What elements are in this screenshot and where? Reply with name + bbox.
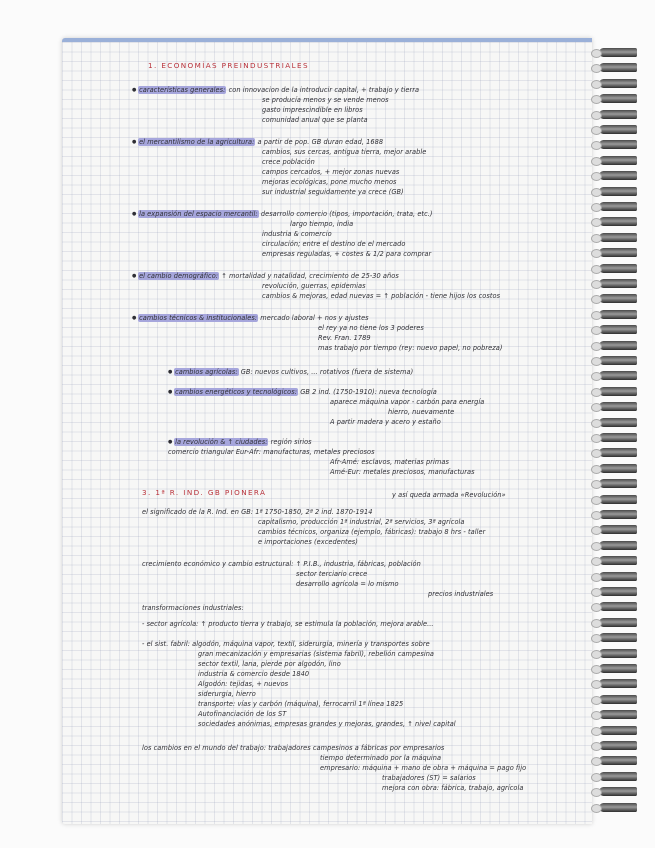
note-text: GB 2 ind. (1750-1910): nueva tecnología (300, 388, 437, 396)
note-text: el significado de la R. Ind. en GB: 1ª 1750-1850, 2ª 2 ind. 1870-1914 (142, 508, 373, 516)
note-line (262, 292, 500, 300)
note-line (258, 538, 358, 546)
spiral-ring (599, 756, 637, 765)
note-line (142, 508, 372, 516)
spiral-ring (599, 110, 637, 119)
spiral-ring (599, 279, 637, 288)
note-line (168, 388, 437, 396)
note-text: empresario: máquina + mano de obra + máquina = pago fijo (320, 764, 527, 772)
spiral-ring (599, 695, 637, 704)
highlighted-heading: el cambio demográfico: (139, 272, 219, 280)
note-line (320, 764, 526, 772)
section-heading: 3. 1ª R. IND. GB PIONERA (142, 488, 267, 497)
spiral-ring (599, 125, 637, 134)
note-text: Algodón: tejidas, + nuevos (198, 680, 289, 688)
note-text: comunidad anual que se planta (262, 116, 368, 124)
note-text: sur industrial seguidamente ya crece (GB) (262, 188, 404, 196)
note-text: gasto imprescindible en libros (262, 106, 363, 114)
note-text: gran mecanización y empresarias (sistema fabril), rebelión campesina (198, 650, 435, 658)
highlighted-heading: la revolución & ↑ ciudades: (175, 438, 268, 446)
spiral-ring (599, 587, 637, 596)
note-line (168, 438, 312, 446)
spiral-ring (599, 710, 637, 719)
spiral-ring (599, 63, 637, 72)
note-text: precios industriales (428, 590, 494, 598)
note-line (168, 448, 375, 456)
note-text: ↑ mortalidad y natalidad, crecimiento de 25-30 años (221, 272, 399, 280)
note-text: industria & comercio (262, 230, 332, 238)
note-line (142, 620, 434, 628)
spiral-ring (599, 464, 637, 473)
note-text: se producía menos y se vende menos (262, 96, 389, 104)
note-line (330, 398, 484, 406)
note-line (262, 240, 405, 248)
note-text: cambios, sus cercas, antigua tierra, mejor arable (262, 148, 427, 156)
note-text: transformaciones industriales: (142, 604, 244, 612)
note-line (428, 590, 493, 598)
note-text: a partir de pop. GB duran edad, 1688 (257, 138, 384, 146)
note-line (262, 148, 426, 156)
note-line (132, 314, 369, 322)
spiral-ring (599, 418, 637, 427)
note-text: cambios & mejoras, edad nuevas = ↑ población - tiene hijos los costos (262, 292, 501, 300)
spiral-ring (599, 264, 637, 273)
spiral-ring (599, 772, 637, 781)
spiral-ring (599, 479, 637, 488)
spiral-ring (599, 741, 637, 750)
spiral-ring (599, 510, 637, 519)
note-line (382, 784, 523, 792)
note-text: desarrollo comercio (tipos, importación, trata, etc.) (260, 210, 433, 218)
note-line (198, 650, 434, 658)
note-line (198, 700, 403, 708)
spiral-ring (599, 618, 637, 627)
spiral-ring (599, 649, 637, 658)
spiral-ring (599, 341, 637, 350)
note-line (258, 518, 465, 526)
note-line (198, 660, 341, 668)
note-line (198, 720, 456, 728)
note-text: - sector agrícola: ↑ producto tierra y trabajo, se estimula la población, mejora arable... (142, 620, 434, 628)
spiral-ring (599, 433, 637, 442)
note-text: e importaciones (excedentes) (258, 538, 358, 546)
spiral-ring (599, 495, 637, 504)
note-line (296, 570, 367, 578)
note-text: transporte: vías y carbón (máquina), ferrocarril 1ª línea 1825 (198, 700, 404, 708)
spiral-ring (599, 664, 637, 673)
spiral-ring (599, 310, 637, 319)
note-line (318, 324, 424, 332)
spiral-ring (599, 325, 637, 334)
note-text: tiempo determinado por la máquina (320, 754, 442, 762)
spiral-ring (599, 541, 637, 550)
spiral-ring (599, 202, 637, 211)
spiral-ring (599, 356, 637, 365)
note-line (262, 282, 366, 290)
note-text: industria & comercio desde 1840 (198, 670, 310, 678)
spiral-ring (599, 79, 637, 88)
spiral-ring (599, 294, 637, 303)
note-text: capitalismo, producción 1ª industrial, 2ª servicios, 3ª agrícola (258, 518, 465, 526)
note-line (262, 158, 315, 166)
spiral-ring (599, 248, 637, 257)
note-line (262, 106, 363, 114)
note-line (132, 210, 433, 218)
note-text: los cambios en el mundo del trabajo: trabajadores campesinos a fábricas por empresarios (142, 744, 445, 752)
note-text: crece población (262, 158, 315, 166)
note-line (330, 458, 449, 466)
note-text: cambios técnicos, organiza (ejemplo, fábricas): trabajo 8 hrs - taller (258, 528, 486, 536)
note-line (142, 604, 244, 612)
note-text: Afr-Amé: esclavos, materias primas (330, 458, 449, 466)
note-line (320, 754, 441, 762)
highlighted-heading: características generales: (139, 86, 226, 94)
spiral-ring (599, 803, 637, 812)
spiral-ring (599, 140, 637, 149)
note-line (198, 690, 256, 698)
note-line (296, 580, 399, 588)
note-line (318, 344, 502, 352)
note-text: - el sist. fabril: algodón, máquina vapor, textil, siderurgia, minería y transportes sobre (142, 640, 430, 648)
spiral-ring (599, 572, 637, 581)
note-text: siderurgia, hierro (198, 690, 256, 698)
note-text: Amé-Eur: metales preciosos, manufacturas (330, 468, 475, 476)
spiral-ring (599, 525, 637, 534)
note-text: mejora con obra: fábrica, trabajo, agrícola (382, 784, 524, 792)
note-text: largo tiempo, india (290, 220, 354, 228)
spiral-ring (599, 387, 637, 396)
note-text: región sirios (270, 438, 312, 446)
note-text: GB: nuevos cultivos, ... rotativos (fuera de sistema) (240, 368, 414, 376)
highlighted-heading: cambios técnicos & institucionales: (139, 314, 258, 322)
note-text: sector textil, lana, pierde por algodón, lino (198, 660, 341, 668)
note-line (262, 178, 397, 186)
note-text: mercado laboral + nos y ajustes (260, 314, 369, 322)
note-line (142, 744, 444, 752)
spiral-ring (599, 402, 637, 411)
note-line (262, 230, 332, 238)
note-text: con innovacion de la introducir capital, + trabajo y tierra (228, 86, 420, 94)
spiral-ring (599, 94, 637, 103)
spiral-ring (599, 787, 637, 796)
note-line (132, 86, 419, 94)
note-text: circulación; entre el destino de el mercado (262, 240, 406, 248)
note-text: revolución, guerras, epidemias (262, 282, 366, 290)
spiral-ring (599, 726, 637, 735)
highlighted-heading: el mercantilismo de la agricultura: (139, 138, 255, 146)
spiral-binding (595, 48, 637, 818)
note-line (388, 408, 454, 416)
spiral-ring (599, 171, 637, 180)
note-text: Autofinanciación de los ST (198, 710, 287, 718)
spiral-ring (599, 679, 637, 688)
spiral-ring (599, 187, 637, 196)
spiral-ring (599, 602, 637, 611)
note-line (198, 710, 286, 718)
note-text: hierro, nuevamente (388, 408, 455, 416)
note-line (142, 560, 421, 568)
highlighted-heading: cambios energéticos y tecnológicos: (175, 388, 298, 396)
note-text: comercio triangular Eur-Afr: manufacturas, metales preciosos (168, 448, 375, 456)
highlighted-heading: la expansión del espacio mercantil: (139, 210, 258, 218)
spiral-ring (599, 556, 637, 565)
note-line (262, 116, 368, 124)
note-line (142, 640, 430, 648)
note-text: y así queda armada «Revolución» (392, 491, 506, 499)
note-text: aparece máquina vapor - carbón para energía (330, 398, 485, 406)
spiral-ring (599, 448, 637, 457)
spiral-ring (599, 233, 637, 242)
spiral-ring (599, 48, 637, 57)
note-line (262, 168, 399, 176)
note-text: sector terciario crece (296, 570, 368, 578)
spiral-ring (599, 217, 637, 226)
note-line (262, 96, 389, 104)
note-text: Rev. Fran. 1789 (318, 334, 371, 342)
note-line (330, 418, 441, 426)
note-line (132, 138, 383, 146)
note-line (168, 368, 413, 376)
note-text: trabajadores (ST) = salarios (382, 774, 476, 782)
note-text: campos cercados, + mejor zonas nuevas (262, 168, 400, 176)
note-line (262, 188, 404, 196)
spiral-ring (599, 156, 637, 165)
note-text: mas trabajo por tiempo (rey: nuevo papel, no pobreza) (318, 344, 503, 352)
note-text: desarrollo agrícola = lo mismo (296, 580, 399, 588)
note-line (392, 491, 506, 499)
note-text: A partir madera y acero y estaño (330, 418, 441, 426)
note-line (262, 250, 431, 258)
note-text: mejoras ecológicas, pone mucho menos (262, 178, 397, 186)
note-line (290, 220, 353, 228)
note-line (198, 670, 309, 678)
highlighted-heading: cambios agrícolas: (175, 368, 238, 376)
note-text: el rey ya no tiene los 3 poderes (318, 324, 424, 332)
note-text: empresas reguladas, + costes & 1/2 para comprar (262, 250, 432, 258)
spiral-ring (599, 633, 637, 642)
note-line (330, 468, 475, 476)
note-line (318, 334, 371, 342)
note-line (198, 680, 288, 688)
spiral-ring (599, 371, 637, 380)
note-text: crecimiento económico y cambio estructural: ↑ P.I.B., industria, fábricas, población (142, 560, 421, 568)
page-title: 1. ECONOMÍAS PREINDUSTRIALES (148, 61, 309, 70)
note-text: sociedades anónimas, empresas grandes y mejoras, grandes, ↑ nivel capital (198, 720, 456, 728)
note-line (132, 272, 399, 280)
note-line (258, 528, 485, 536)
note-line (382, 774, 476, 782)
